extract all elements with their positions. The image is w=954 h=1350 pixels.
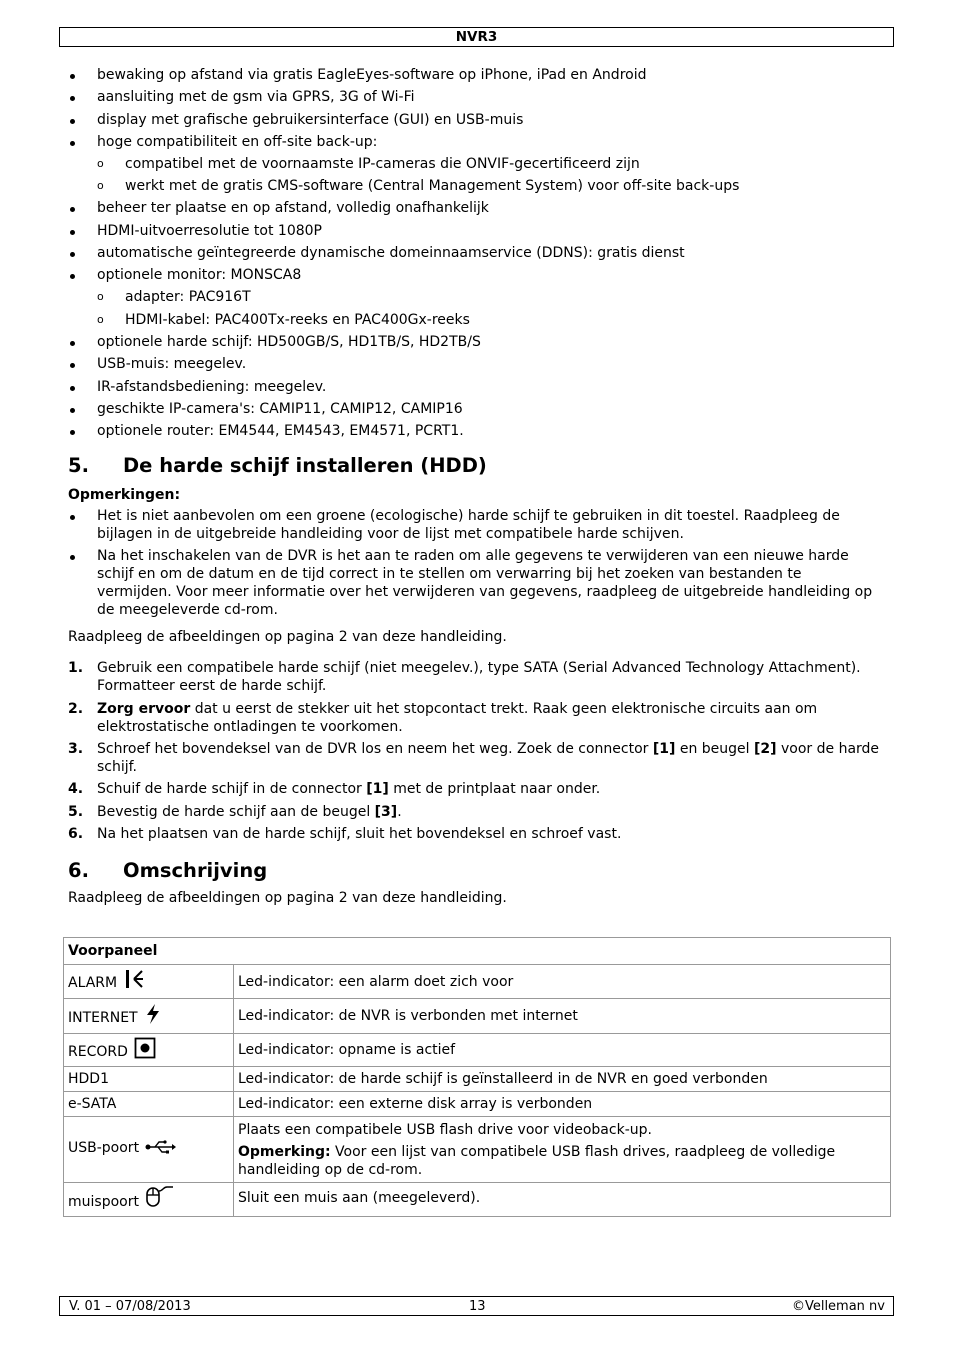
notes-list <box>68 507 880 619</box>
table-row: ALARM Led-indicator: een alarm doet zich voor <box>64 965 891 999</box>
table-row: RECORD Led-indicator: opname is actief <box>64 1034 891 1067</box>
front-panel-table <box>63 937 891 1217</box>
page-header <box>59 27 894 47</box>
list-item: display met grafische gebruikersinterface (GUI) en USB-muis <box>68 111 880 129</box>
table-row: HDD1 Led-indicator: de harde schijf is geïnstalleerd in de NVR en goed verbonden <box>64 1067 891 1092</box>
table-row: muispoort Sluit een muis aan (meegeleverd). <box>64 1183 891 1217</box>
usb-icon <box>145 1139 177 1160</box>
alarm-icon <box>123 968 145 995</box>
footer-copyright: ©Velleman nv <box>791 1299 885 1314</box>
step-item: 2. Zorg ervoor dat u eerst de stekker uit het stopcontact trekt. Raak geen elektronische circuits aan om elektrostatische ontladingen te voorkomen. <box>68 700 818 735</box>
list-item: aansluiting met de gsm via GPRS, 3G of Wi-Fi <box>68 88 880 106</box>
sub-list <box>97 288 880 328</box>
list-item: optionele router: EM4544, EM4543, EM4571, PCRT1. <box>68 422 880 440</box>
list-item: HDMI-uitvoerresolutie tot 1080P <box>68 222 880 240</box>
list-item: bewaking op afstand via gratis EagleEyes-software op iPhone, iPad en Android <box>68 66 880 84</box>
sub-list <box>97 155 880 195</box>
refer-text: Raadpleeg de afbeeldingen op pagina 2 van deze handleiding. <box>68 629 507 646</box>
list-item: USB-muis: meegelev. <box>68 355 880 373</box>
feature-list <box>68 66 880 440</box>
list-item: beheer ter plaatse en op afstand, volledig onafhankelijk <box>68 199 880 217</box>
step-item: 4. Schuif de harde schijf in de connector [1] met de printplaat naar onder. <box>68 781 601 798</box>
notes-heading: Opmerkingen: <box>68 487 181 504</box>
list-item: Na het inschakelen van de DVR is het aan te raden om alle gegevens te verwijderen van een nieuwe harde schijf en om de datum en de tijd correct in te stellen om verwarring bij het zoeken van bestanden te vermijden. Voor meer informatie over het verwijderen van gegevens, raadpleeg de uitgebreide handleiding op de meegeleverde cd-rom. <box>68 547 880 619</box>
list-item: Het is niet aanbevolen om een groene (ecologische) harde schijf te gebruiken in dit toestel. Raadpleeg de bijlagen in de uitgebreide handleiding voor de lijst met compatibele harde schijven. <box>68 507 880 543</box>
section-5-heading: 5. De harde schijf installeren (HDD) <box>68 454 487 478</box>
step-item: 3. Schroef het bovendeksel van de DVR los en neem het weg. Zoek de connector [1] en beugel [2] voor de harde schijf. <box>68 741 880 776</box>
sub-list-item: o HDMI-kabel: PAC400Tx-reeks en PAC400Gx-reeks <box>97 311 880 329</box>
table-row: e-SATA Led-indicator: een externe disk array is verbonden <box>64 1092 891 1117</box>
list-item: geschikte IP-camera's: CAMIP11, CAMIP12, CAMIP16 <box>68 400 880 418</box>
list-item: hoge compatibiliteit en off-site back-up: o compatibel met de voornaamste IP-cameras die ONVIF-gecertificeerd zijn o werkt met de gratis CMS-software (Central Management System) voor off-site back-ups <box>68 133 880 195</box>
sub-list-item: o compatibel met de voornaamste IP-cameras die ONVIF-gecertificeerd zijn <box>97 155 880 173</box>
list-item: IR-afstandsbediening: meegelev. <box>68 378 880 396</box>
install-steps <box>68 659 880 842</box>
section-6-heading: 6. Omschrijving <box>68 858 268 882</box>
sub-list-item: o werkt met de gratis CMS-software (Central Management System) voor off-site back-ups <box>97 177 880 195</box>
page-content <box>68 66 880 907</box>
list-item: automatische geïntegreerde dynamische domeinnaamservice (DDNS): gratis dienst <box>68 244 880 262</box>
header-title: NVR3 <box>455 29 498 45</box>
record-icon <box>134 1037 156 1064</box>
page-footer <box>59 1296 894 1316</box>
sub-list-item: o adapter: PAC916T <box>97 288 880 306</box>
table-row: INTERNET Led-indicator: de NVR is verbonden met internet <box>64 999 891 1034</box>
footer-version: V. 01 – 07/08/2013 <box>69 1299 191 1314</box>
step-item: 1. Gebruik een compatibele harde schijf (niet meegelev.), type SATA (Serial Advanced Technology Attachment). Formatteer eerst de harde schijf. <box>68 660 861 695</box>
step-item: 5. Bevestig de harde schijf aan de beugel [3]. <box>68 803 402 820</box>
list-item: optionele monitor: MONSCA8 o adapter: PAC916T o HDMI-kabel: PAC400Tx-reeks en PAC400Gx-reeks <box>68 266 880 328</box>
table-heading: Voorpaneel <box>64 938 891 965</box>
table-row: USB-poort Plaats een compatibele USB flash drive voor videoback-up. Opmerking: Voor een lijst van compatibele USB flash drives, raadpleeg de volledige handleiding op de cd-rom. <box>64 1117 891 1183</box>
step-item: 6. Na het plaatsen van de harde schijf, sluit het bovendeksel en schroef vast. <box>68 825 622 842</box>
list-item: optionele harde schijf: HD500GB/S, HD1TB/S, HD2TB/S <box>68 333 880 351</box>
refer-text: Raadpleeg de afbeeldingen op pagina 2 van deze handleiding. <box>68 889 507 906</box>
lightning-icon <box>144 1003 162 1030</box>
footer-page-number: 13 <box>469 1299 486 1314</box>
table-header-row <box>64 938 891 965</box>
mouse-icon <box>145 1185 175 1214</box>
